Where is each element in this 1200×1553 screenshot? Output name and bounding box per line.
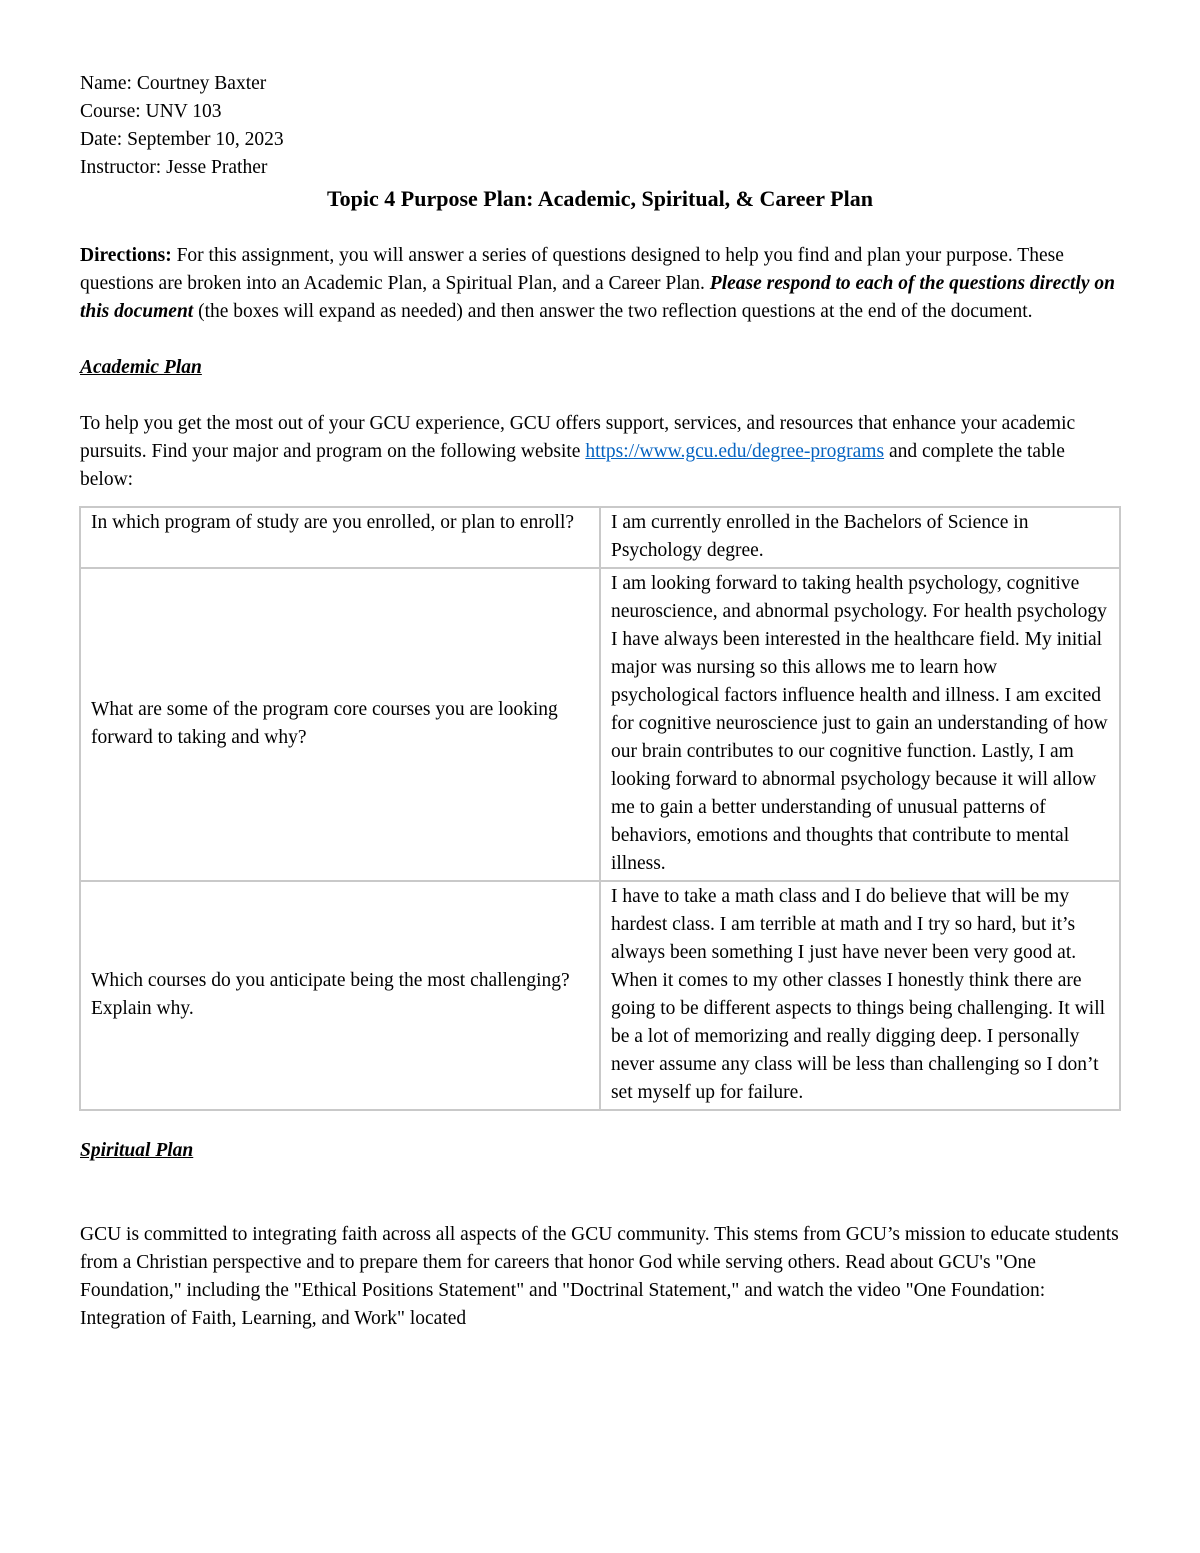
date-line: Date: September 10, 2023 <box>80 129 284 150</box>
directions-text-1: For this assignment, you will answer a series of questions designed to help you find and plan your purpose. These questions are broken into an Academic Plan, a Spiritual Plan, and a Career Plan. <box>80 245 1064 294</box>
question-cell: In which program of study are you enrolled, or plan to enroll? <box>80 507 600 568</box>
academic-intro <box>80 410 1120 494</box>
answer-cell[interactable]: I am currently enrolled in the Bachelors of Science in Psychology degree. <box>600 507 1120 568</box>
directions-text-2: (the boxes will expand as needed) and then answer the two reflection questions at the end of the document. <box>193 301 1033 322</box>
question-cell: What are some of the program core courses you are looking forward to taking and why? <box>80 568 600 881</box>
directions-paragraph <box>80 242 1120 326</box>
academic-plan-table <box>79 506 1121 1111</box>
academic-intro-text-1: To help you get the most out of your GCU experience, GCU offers support, services, and resources that enhance your academic pursuits. Find your major and program on the following website <box>80 413 1076 462</box>
table-row <box>80 881 1120 1110</box>
degree-programs-link[interactable]: https://www.gcu.edu/degree-programs <box>585 441 885 462</box>
question-cell: Which courses do you anticipate being the most challenging? Explain why. <box>80 881 600 1110</box>
instructor-line: Instructor: Jesse Prather <box>80 157 268 178</box>
answer-cell[interactable]: I am looking forward to taking health psychology, cognitive neuroscience, and abnormal psychology. For health psychology I have always been interested in the healthcare field. My initial major was nursing so this allows me to learn how psychological factors influence health and illness. I am excited for cognitive neuroscience just to gain an understanding of how our brain contributes to our cognitive function. Lastly, I am looking forward to abnormal psychology because it will allow me to gain a better understanding of unusual patterns of behaviors, emotions and thoughts that contribute to mental illness. <box>600 568 1120 881</box>
academic-plan-heading: Academic Plan <box>80 357 202 378</box>
directions-emphasis: Please respond to each of the questions directly on this document <box>80 273 1115 322</box>
answer-cell[interactable]: I have to take a math class and I do believe that will be my hardest class. I am terrible at math and I try so hard, but it’s always been something I just have never been very good at. When it comes to my other classes I honestly think there are going to be different aspects to things being challenging. It will be a lot of memorizing and really digging deep. I personally never assume any class will be less than challenging so I don’t set myself up for failure. <box>600 881 1120 1110</box>
table-row <box>80 568 1120 881</box>
spiritual-plan-heading: Spiritual Plan <box>80 1140 194 1161</box>
directions-label: Directions: <box>80 245 172 266</box>
spiritual-intro: GCU is committed to integrating faith across all aspects of the GCU community. This stems from GCU’s mission to educate students from a Christian perspective and to prepare them for careers that honor God while serving others. Read about GCU's "One Foundation," including the "Ethical Positions Statement" and "Doctrinal Statement," and watch the video "One Foundation: Integration of Faith, Learning, and Work" located <box>80 1224 1119 1329</box>
student-name: Name: Courtney Baxter <box>80 73 267 94</box>
table-row <box>80 507 1120 568</box>
academic-intro-text-2: and complete the table below: <box>80 441 1065 490</box>
document-title: Topic 4 Purpose Plan: Academic, Spiritual, & Career Plan <box>327 186 873 211</box>
course-line: Course: UNV 103 <box>80 101 222 122</box>
document-page <box>80 70 1120 1333</box>
